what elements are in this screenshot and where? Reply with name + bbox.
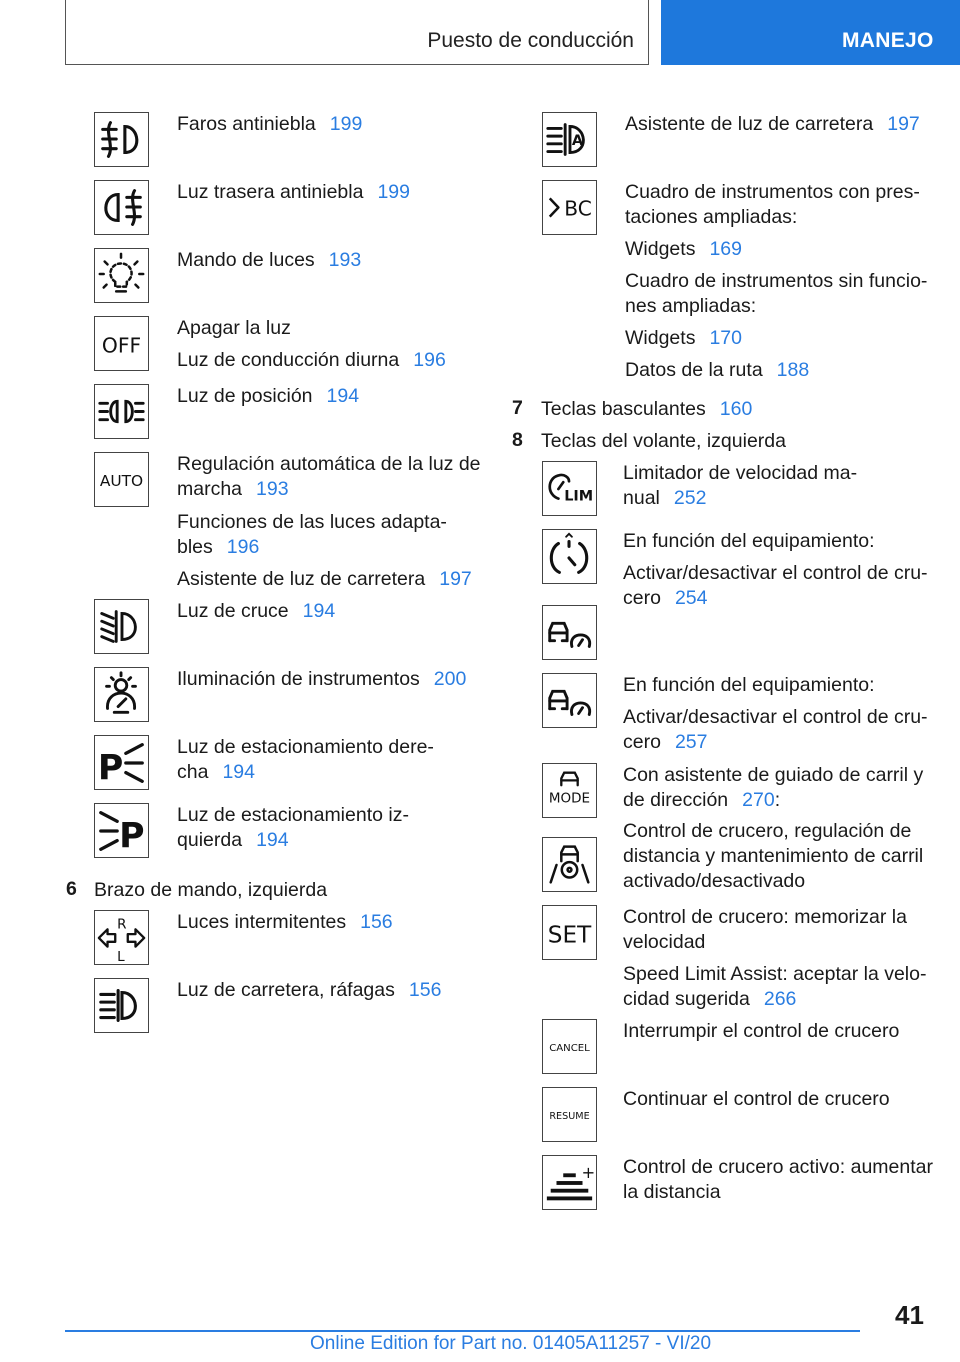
svg-text:P: P [97, 748, 124, 789]
entry-daytime-running: Luz de conducción diurna 196 [177, 349, 446, 371]
entry-widgets-1: Widgets 169 [625, 238, 742, 260]
parking-light-icon [94, 384, 149, 439]
distance-plus-icon [542, 1155, 597, 1210]
item-number: 8 [512, 429, 523, 451]
high-beam-icon [94, 978, 149, 1033]
mode-icon [542, 763, 597, 818]
resume-icon [542, 1087, 597, 1142]
entry-adaptive-lights: Funciones de las luces adapta- bles 196 [177, 511, 447, 558]
svg-text:A: A [571, 132, 584, 149]
header-section-box [65, 0, 649, 65]
entry-cruise-equipment-1: En función del equipamiento: [623, 530, 875, 552]
page-ref[interactable]: 257 [674, 731, 708, 753]
page-ref[interactable]: 193 [256, 478, 289, 500]
entry-lane-guidance: Con asistente de guiado de carril y de dirección 270: [623, 764, 924, 811]
svg-text:BC: BC [564, 196, 592, 221]
entry-auto-light: Regulación automática de la luz de marcha 193 [177, 453, 481, 500]
speed-limiter-icon [542, 461, 597, 516]
low-beam-icon [94, 599, 149, 654]
page-ref[interactable]: 254 [674, 587, 708, 609]
item-heading-rocker-keys: Teclas basculantes 160 [541, 398, 753, 420]
page-number: 41 [895, 1300, 924, 1330]
svg-text:OFF: OFF [101, 333, 142, 358]
page-ref[interactable]: 156 [408, 979, 442, 1001]
page-ref[interactable]: 200 [433, 668, 467, 690]
page-ref[interactable]: 188 [776, 359, 810, 381]
entry-high-beam: Luz de carretera, ráfagas 156 [177, 979, 442, 1001]
entry-cruise-toggle-2: Activar/desactivar el control de cru- cero 257 [623, 706, 928, 753]
page-ref[interactable]: 160 [719, 398, 753, 420]
page-ref[interactable]: 197 [439, 568, 472, 590]
entry-light-switch: Mando de luces 193 [177, 249, 362, 271]
page-ref[interactable]: 194 [256, 829, 289, 851]
chapter-tab[interactable] [661, 0, 960, 65]
page-ref[interactable]: 266 [763, 988, 797, 1010]
svg-text:MODE: MODE [548, 790, 591, 807]
bc-icon [542, 180, 597, 235]
entry-steering-assistant: Control de crucero, regulación de distancia y mantenimiento de carril activado/desactivado [623, 820, 924, 892]
page-ref[interactable]: 252 [673, 487, 707, 509]
entry-widgets-2: Widgets 170 [625, 327, 742, 349]
entry-lights-off: Apagar la luz [177, 317, 291, 339]
entry-resume-cruise: Continuar el control de crucero [623, 1088, 890, 1110]
footer-divider [65, 1330, 860, 1332]
svg-text:RESUME: RESUME [549, 1110, 590, 1122]
light-switch-icon [94, 248, 149, 303]
entry-cruise-toggle-1: Activar/desactivar el control de cru- cero 254 [623, 562, 928, 609]
parking-light-left-icon [94, 803, 149, 858]
fog-light-front-icon [94, 112, 149, 167]
entry-instrument-lighting: Iluminación de instrumentos 200 [177, 668, 467, 690]
off-icon [94, 316, 149, 371]
set-icon [542, 905, 597, 960]
page-ref[interactable]: 196 [226, 536, 260, 558]
entry-parking-light: Luz de posición 194 [177, 385, 360, 407]
entry-high-beam-assistant-2: Asistente de luz de carretera 197 [625, 113, 920, 135]
cruise-control-icon [542, 529, 597, 584]
page-ref[interactable]: 169 [709, 238, 742, 260]
entry-parking-light-right: Luz de estacionamiento dere- cha 194 [177, 736, 434, 783]
entry-parking-light-left: Luz de estacionamiento iz- quierda 194 [177, 804, 409, 851]
entry-cluster-basic: Cuadro de instrumentos sin funcio- nes ampliadas: [625, 270, 928, 317]
parking-light-right-icon [94, 735, 149, 790]
entry-fog-light-front: Faros antiniebla 199 [177, 113, 363, 135]
entry-low-beam: Luz de cruce 194 [177, 600, 336, 622]
turn-signal-icon [94, 910, 149, 965]
fog-light-rear-icon [94, 180, 149, 235]
svg-text:SET: SET [547, 922, 592, 949]
high-beam-assistant-icon [542, 112, 597, 167]
page-ref[interactable]: 193 [328, 249, 362, 271]
distance-control-icon-2 [542, 673, 597, 728]
page-ref[interactable]: 199 [329, 113, 363, 135]
entry-speed-limiter: Limitador de velocidad ma- nual 252 [623, 462, 858, 509]
entry-cruise-equipment-2: En función del equipamiento: [623, 674, 875, 696]
entry-speed-limit-assist: Speed Limit Assist: aceptar la velo- cidad sugerida 266 [623, 963, 927, 1010]
entry-fog-light-rear: Luz trasera antiniebla 199 [177, 181, 410, 203]
page-ref[interactable]: 156 [360, 911, 393, 933]
entry-high-beam-assistant: Asistente de luz de carretera 197 [177, 568, 472, 590]
svg-text:R: R [117, 916, 127, 933]
entry-turn-signal: Luces intermitentes 156 [177, 911, 393, 933]
entry-increase-distance: Control de crucero activo: aumentar la distancia [623, 1156, 933, 1203]
item-number: 7 [512, 397, 523, 419]
page-ref[interactable]: 196 [413, 349, 446, 371]
svg-text:+: + [581, 1163, 596, 1183]
instrument-lighting-icon [94, 667, 149, 722]
page-ref[interactable]: 194 [222, 761, 255, 783]
item-number: 6 [66, 878, 77, 900]
page-ref[interactable]: 197 [887, 113, 920, 135]
footer-edition[interactable]: Online Edition for Part no. 01405A11257 - VI/20 [310, 1333, 712, 1354]
page-ref[interactable]: 194 [302, 600, 336, 622]
chapter-tab-label: MANEJO [842, 29, 934, 52]
auto-light-icon [94, 452, 149, 507]
page-ref[interactable]: 270 [742, 789, 775, 811]
page-ref[interactable]: 199 [377, 181, 410, 203]
page-ref[interactable]: 170 [709, 327, 742, 349]
item-heading-left-stalk: Brazo de mando, izquierda [94, 879, 328, 901]
svg-text:LIM: LIM [564, 488, 594, 505]
svg-text:AUTO: AUTO [99, 471, 144, 490]
distance-control-icon [542, 605, 597, 660]
steering-assistant-icon [542, 837, 597, 892]
section-title: Puesto de conducción [427, 29, 634, 52]
page-ref[interactable]: 194 [326, 385, 360, 407]
entry-trip-data: Datos de la ruta 188 [625, 359, 810, 381]
item-heading-steering-keys: Teclas del volante, izquierda [541, 430, 786, 452]
svg-text:P: P [119, 816, 145, 857]
svg-text:L: L [117, 949, 125, 964]
cancel-icon [542, 1019, 597, 1074]
entry-cluster-extended: Cuadro de instrumentos con pres- taciones ampliadas: [625, 181, 920, 228]
entry-set-speed: Control de crucero: memorizar la velocidad [623, 906, 907, 953]
svg-text:CANCEL: CANCEL [549, 1042, 590, 1054]
entry-cancel-cruise: Interrumpir el control de crucero [623, 1020, 900, 1042]
